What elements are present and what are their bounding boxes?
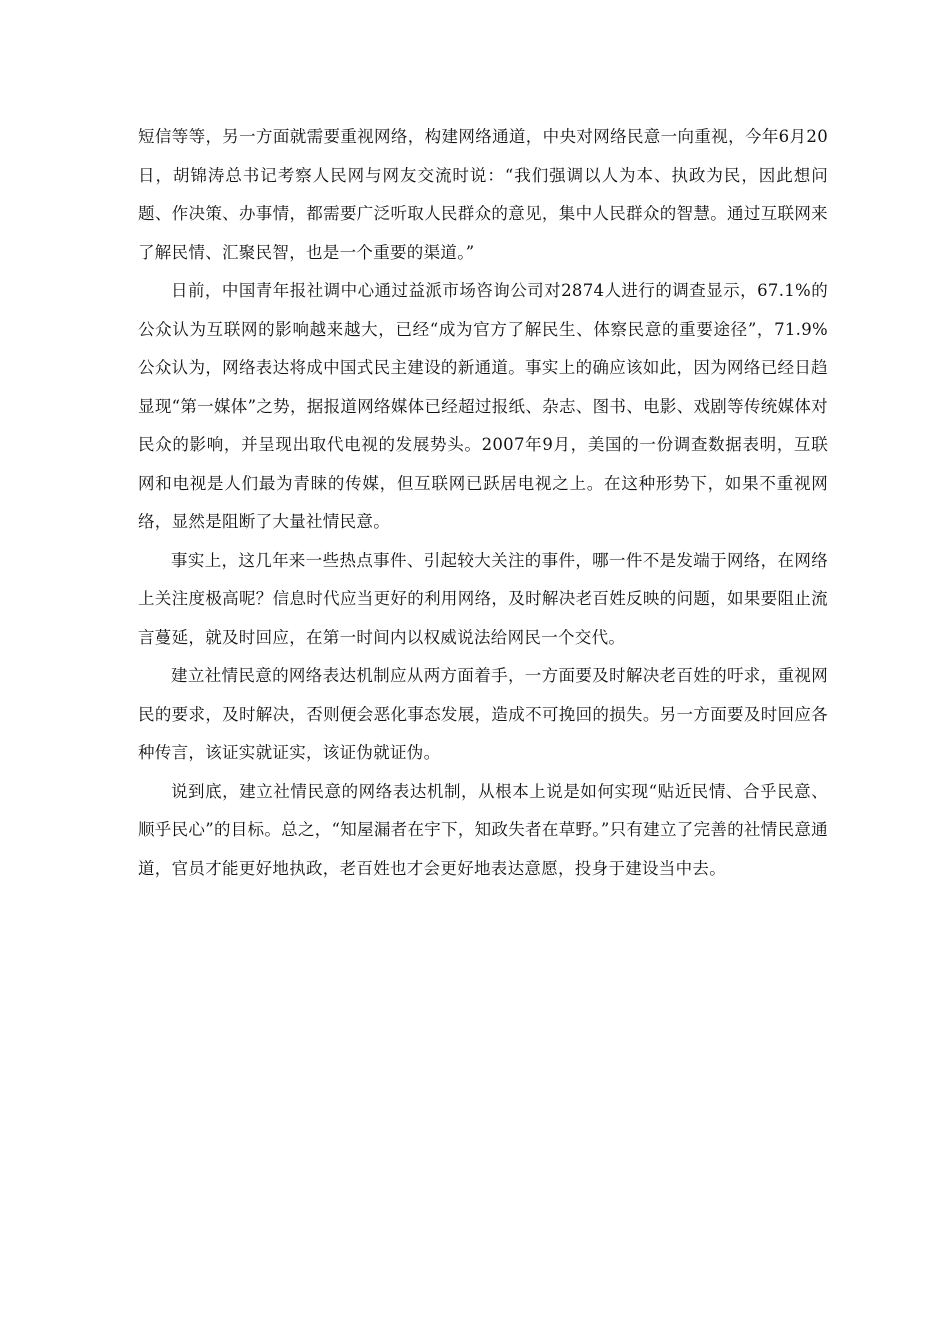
paragraph-5: 说到底，建立社情民意的网络表达机制，从根本上说是如何实现“贴近民情、合乎民意、顺乎民心”的目标。总之，“知屋漏者在宇下，知政失者在草野。”只有建立了完善的社情民意通道，官员才能更好地执政，老百姓也才会更好地表达意愿，投身于建设当中去。 [138,781,828,878]
paragraph-2: 日前，中国青年报社调中心通过益派市场咨询公司对2874人进行的调查显示，67.1%的公众认为互联网的影响越来越大，已经“成为官方了解民生、体察民意的重要途径”，71.9%公众认为，网络表达将成中国式民主建设的新通道。事实上的确应该如此，因为网络已经日趋显现“第一媒体”之势，据报道网络媒体已经超过报纸、杂志、图书、电影、戏剧等传统媒体对民众的影响，并呈现出取代电视的发展势头。2007年9月，美国的一份调查数据表明，互联网和电视是人们最为青睐的传媒，但互联网已跃居电视之上。在这种形势下，如果不重视网络，显然是阻断了大量社情民意。 [138,281,828,531]
document-body [138,118,828,888]
paragraph-3: 事实上，这几年来一些热点事件、引起较大关注的事件，哪一件不是发端于网络，在网络上关注度极高呢？信息时代应当更好的利用网络，及时解决老百姓反映的问题，如果要阻止流言蔓延，就及时回应，在第一时间内以权威说法给网民一个交代。 [138,550,828,647]
paragraph-4: 建立社情民意的网络表达机制应从两方面着手，一方面要及时解决老百姓的吁求，重视网民的要求，及时解决，否则便会恶化事态发展，造成不可挽回的损失。另一方面要及时回应各种传言，该证实就证实，该证伪就证伪。 [138,666,828,762]
paragraph-1: 短信等等，另一方面就需要重视网络，构建网络通道，中央对网络民意一向重视，今年6月20日，胡锦涛总书记考察人民网与网友交流时说：“我们强调以人为本、执政为民，因此想问题、作决策、办事情，都需要广泛听取人民群众的意见，集中人民群众的智慧。通过互联网来了解民情、汇聚民智，也是一个重要的渠道。” [138,127,828,262]
